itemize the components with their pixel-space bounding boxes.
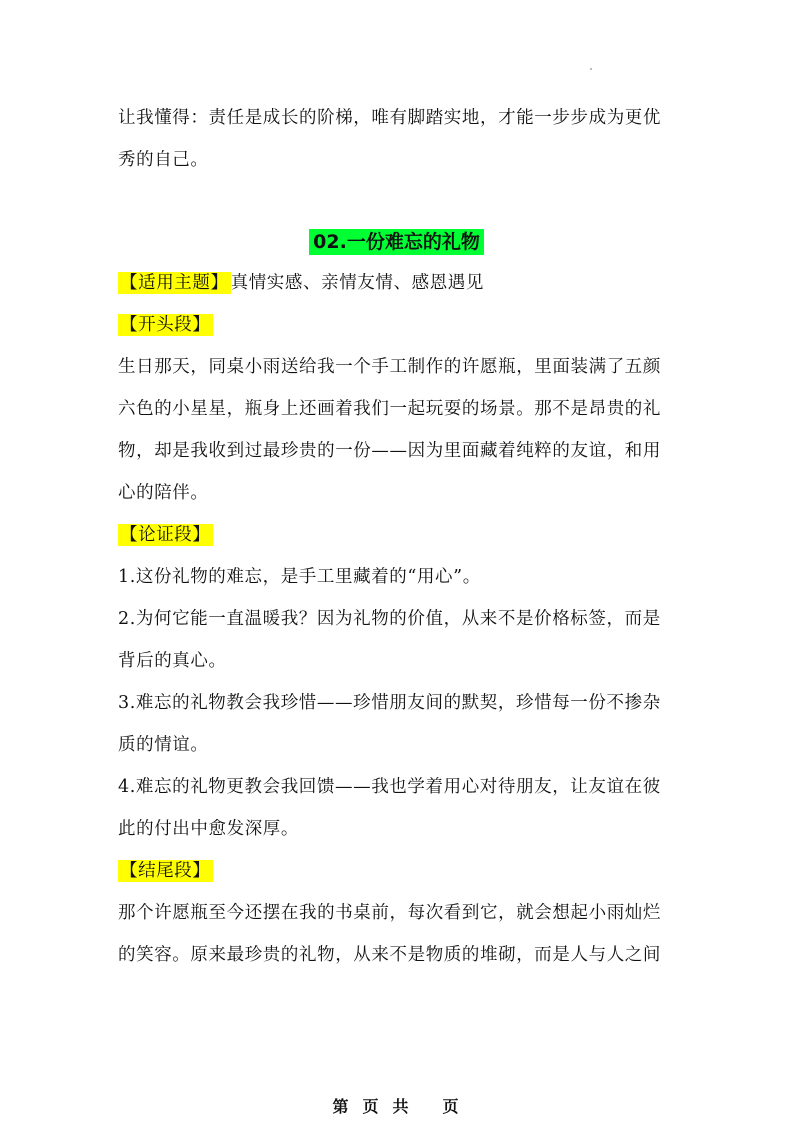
footer-part: 共 (392, 1097, 411, 1116)
footer-part: 页 (362, 1097, 381, 1116)
argument-line: 1.这份礼物的难忘，是手工里藏着的“用心”。 (118, 567, 481, 587)
argument-line: 2.为何它能一直温暖我？因为礼物的价值，从来不是价格标签，而是 (118, 609, 661, 629)
intro-line: 让我懂得：责任是成长的阶梯，唯有脚踏实地，才能一步步成为更优 (118, 108, 661, 128)
opening-line: 生日那天，同桌小雨送给我一个手工制作的许愿瓶，里面装满了五颜 (118, 357, 661, 377)
ending-heading (118, 859, 678, 883)
ending-line: 那个许愿瓶至今还摆在我的书桌前，每次看到它，就会想起小雨灿烂 (118, 903, 661, 923)
opening-line: 六色的小星星，瓶身上还画着我们一起玩耍的场景。那不是昂贵的礼 (118, 399, 661, 419)
argument-tag: 【论证段】 (120, 525, 211, 545)
ending-tag: 【结尾段】 (120, 861, 211, 881)
ending-line: 的笑容。原来最珍贵的礼物，从来不是物质的堆砌，而是人与人之间 (118, 945, 661, 965)
opening-line: 心的陪伴。 (118, 483, 209, 503)
footer-part: 第 (332, 1097, 351, 1116)
theme-line (118, 271, 678, 295)
argument-line: 4.难忘的礼物更教会我回馈——我也学着用心对待朋友，让友谊在彼 (118, 777, 661, 797)
argument-heading (118, 523, 678, 547)
opening-tag: 【开头段】 (120, 315, 211, 335)
theme-text: 真情实感、亲情友情、感恩遇见 (230, 273, 485, 293)
opening-line: 物，却是我收到过最珍贵的一份——因为里面藏着纯粹的友谊，和用 (118, 441, 661, 461)
argument-line: 3.难忘的礼物教会我珍惜——珍惜朋友间的默契，珍惜每一份不掺杂 (118, 693, 661, 713)
argument-line: 此的付出中愈发深厚。 (118, 819, 299, 839)
theme-tag: 【适用主题】 (120, 273, 229, 293)
scan-speck (590, 68, 592, 70)
argument-line: 背后的真心。 (118, 651, 227, 671)
section-title (0, 228, 793, 256)
page-footer (0, 1096, 793, 1118)
intro-line: 秀的自己。 (118, 150, 209, 170)
footer-part: 页 (442, 1097, 461, 1116)
opening-heading (118, 313, 678, 337)
argument-line: 质的情谊。 (118, 735, 209, 755)
section-title-text: 02.一份难忘的礼物 (309, 229, 484, 255)
